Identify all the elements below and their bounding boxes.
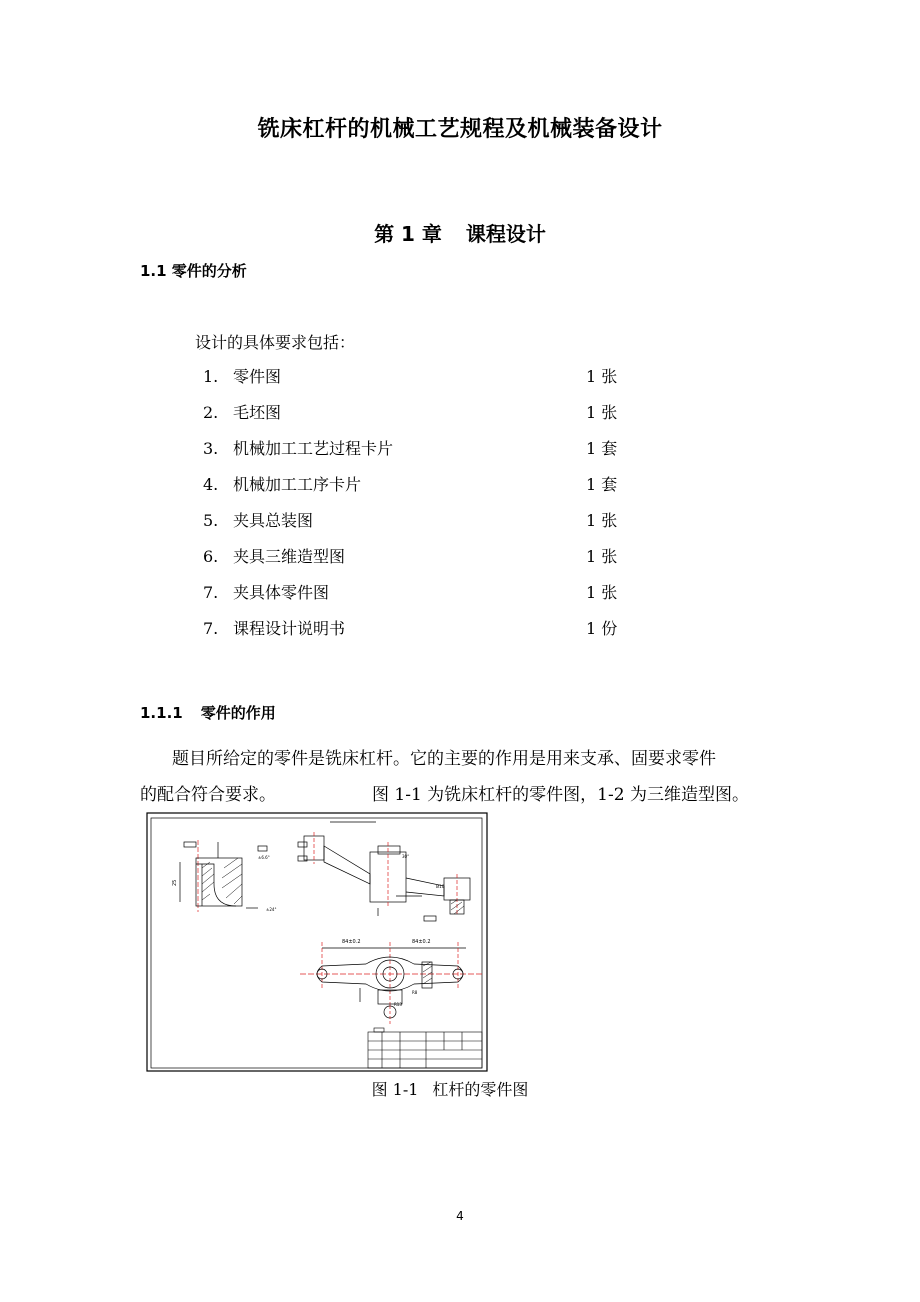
chapter-number: 第 1 章 bbox=[374, 222, 442, 246]
item-name: 夹具三维造型图 bbox=[233, 547, 346, 566]
item-number: 4. bbox=[203, 475, 219, 494]
dimension-label: 84±0.2 bbox=[412, 939, 431, 945]
item-quantity: 1 张 bbox=[586, 583, 618, 602]
requirements-list bbox=[203, 364, 643, 652]
title-block bbox=[368, 1028, 482, 1068]
list-item bbox=[203, 400, 643, 436]
paragraph-line-2-start: 的配合符合要求。 bbox=[140, 785, 276, 805]
item-quantity: 1 张 bbox=[586, 547, 618, 566]
subsection-heading bbox=[140, 702, 276, 723]
item-number: 5. bbox=[203, 511, 219, 530]
section-view bbox=[180, 840, 267, 912]
item-number: 3. bbox=[203, 439, 219, 458]
item-name: 夹具总装图 bbox=[233, 511, 314, 530]
subsection-name: 零件的作用 bbox=[200, 704, 276, 722]
list-item bbox=[203, 508, 643, 544]
svg-text:R13: R13 bbox=[394, 1002, 402, 1007]
item-quantity: 1 套 bbox=[586, 475, 618, 494]
item-number: 7. bbox=[203, 583, 219, 602]
svg-text:30°: 30° bbox=[402, 854, 410, 859]
svg-text:25: 25 bbox=[172, 879, 178, 886]
svg-text:±6.6°: ±6.6° bbox=[258, 855, 270, 860]
item-name: 夹具体零件图 bbox=[233, 583, 330, 602]
list-item bbox=[203, 580, 643, 616]
item-quantity: 1 张 bbox=[586, 511, 618, 530]
figure-caption-text: 杠杆的零件图 bbox=[432, 1080, 529, 1099]
item-quantity: 1 份 bbox=[586, 619, 618, 638]
dimension-label: 84±0.2 bbox=[342, 939, 361, 945]
item-number: 7. bbox=[203, 619, 219, 638]
item-name: 零件图 bbox=[233, 367, 282, 386]
figure-number: 图 1-1 bbox=[371, 1080, 419, 1099]
elevation-view bbox=[298, 822, 470, 921]
svg-text:R8: R8 bbox=[412, 990, 418, 995]
item-quantity: 1 张 bbox=[586, 403, 618, 422]
paragraph-line-1: 题目所给定的零件是铣床杠杆。它的主要的作用是用来支承、固要求零件 bbox=[172, 749, 716, 769]
item-name: 毛坯图 bbox=[233, 403, 282, 422]
section-heading: 1.1 零件的分析 bbox=[140, 262, 247, 280]
item-quantity: 1 张 bbox=[586, 367, 618, 386]
page-number: 4 bbox=[456, 1209, 464, 1223]
part-drawing bbox=[146, 812, 488, 1072]
item-number: 2. bbox=[203, 403, 219, 422]
chapter-heading bbox=[0, 218, 920, 247]
plan-view bbox=[300, 942, 482, 1024]
item-name: 机械加工工艺过程卡片 bbox=[233, 439, 394, 458]
item-number: 1. bbox=[203, 367, 219, 386]
item-name: 机械加工工序卡片 bbox=[233, 475, 362, 494]
list-item bbox=[203, 616, 643, 652]
item-number: 6. bbox=[203, 547, 219, 566]
requirements-intro: 设计的具体要求包括： bbox=[195, 333, 356, 352]
list-item bbox=[203, 472, 643, 508]
svg-text:Ø10: Ø10 bbox=[436, 884, 445, 889]
paragraph-line-2-end: 图 1-1 为铣床杠杆的零件图，1-2 为三维造型图。 bbox=[372, 785, 749, 805]
chapter-name: 课程设计 bbox=[465, 222, 546, 246]
subsection-number: 1.1.1 bbox=[140, 704, 183, 722]
list-item bbox=[203, 364, 643, 400]
figure-caption bbox=[0, 1077, 900, 1100]
document-title: 铣床杠杆的机械工艺规程及机械装备设计 bbox=[257, 117, 663, 142]
svg-text:±24°: ±24° bbox=[266, 907, 277, 912]
list-item bbox=[203, 544, 643, 580]
list-item bbox=[203, 436, 643, 472]
item-quantity: 1 套 bbox=[586, 439, 618, 458]
paragraph-line-2 bbox=[140, 780, 749, 805]
item-name: 课程设计说明书 bbox=[233, 619, 346, 638]
